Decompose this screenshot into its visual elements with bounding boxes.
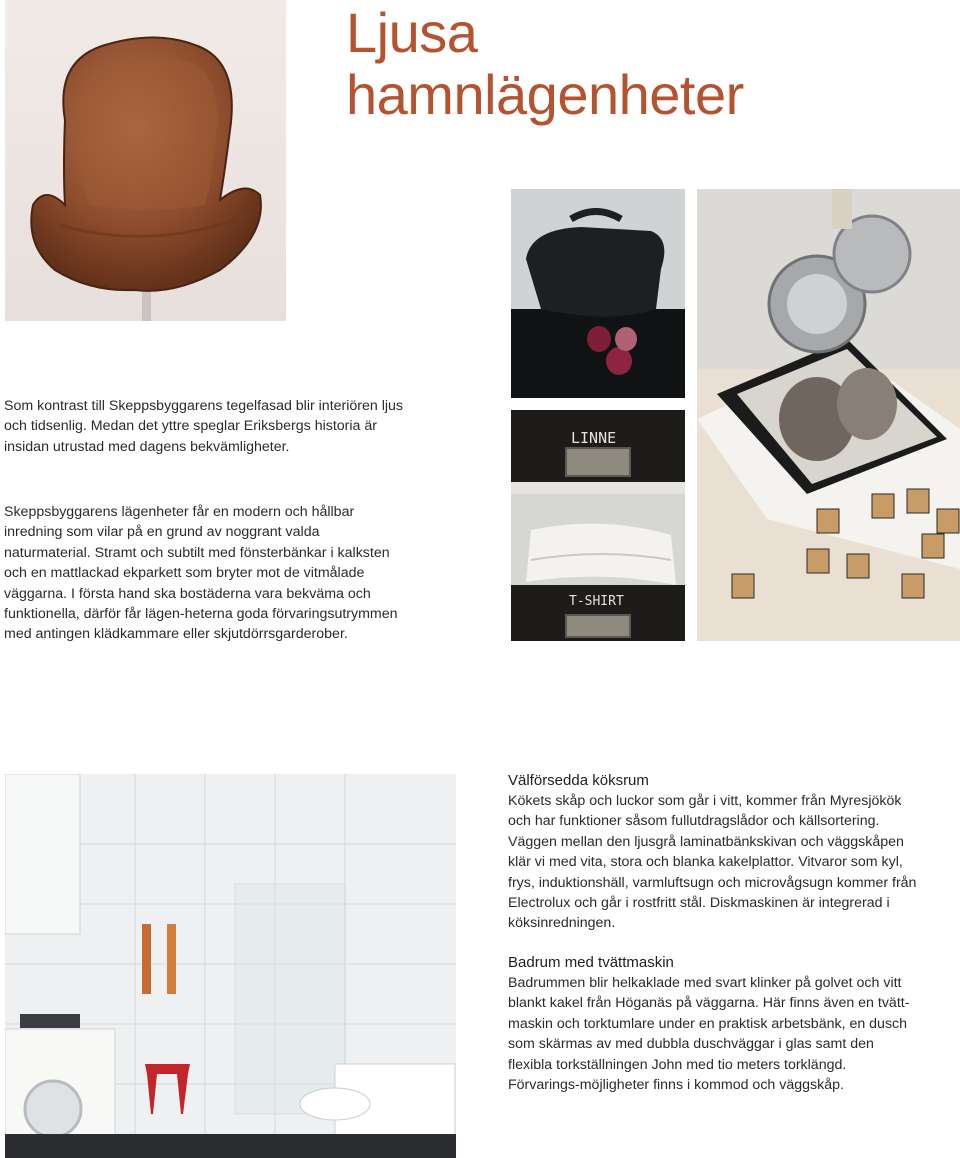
kitchen-heading: Välförsedda köksrum [508, 772, 649, 789]
cooking-pot-photo [511, 189, 685, 398]
leather-chair-photo [5, 0, 286, 321]
bathroom-heading: Badrum med tvättmaskin [508, 954, 674, 971]
box-label-linne: LINNE [571, 429, 617, 447]
lamp-magazine-photo [697, 189, 960, 641]
body-paragraph: Skeppsbyggarens lägenheter får en modern och hållbar inredning som vilar på en grund av noggrant valda naturmaterial. Stramt och subtilt med fönsterbänkar i kalksten och en mattlackad ekparkett som bryter mot de vitmålade väggarna. I första hand ska bostäderna vara bekväma och funktionella, därför får lägen-heterna goda förvaringsutrymmen med antingen klädkammare eller skjutdörrsgarderober. [4, 504, 398, 643]
kitchen-paragraph: Kökets skåp och luckor som går i vitt, kommer från Myresjökök och har funktioner såsom fullutdragslådor och källsortering. Väggen mellan den ljusgrå laminatbänkskivan och väggskåpen klär vi med vita, stora och blanka kakelplattor. Vitvaror som kyl, frys, induktionshäll, varmluftsugn och microvågsugn kommer från Electrolux och går i rostfritt stål. Diskmaskinen är integrerad i köksinredningen. [508, 793, 917, 932]
box-label-tshirt: T-SHIRT [569, 594, 624, 609]
page-title [346, 2, 946, 126]
title-line-1: Ljusa [346, 1, 478, 64]
title-line-2: hamnlägenheter [346, 63, 744, 126]
bathroom-paragraph: Badrummen blir helkaklade med svart klinker på golvet och vitt blankt kakel från Höganäs på väggarna. Här finns även en tvätt-maskin och torktumlare under en praktisk arbetsbänk, en dusch som skärmas av med dubbla duschväggar i glas samt den flexibla torkställningen John med tio meters torklängd. Förvarings-möjligheter finns i kommod och väggskåp. [508, 975, 910, 1094]
bathroom-photo [5, 774, 456, 1158]
storage-boxes-photo [511, 410, 685, 641]
intro-paragraph: Som kontrast till Skeppsbyggarens tegelfasad blir interiören ljus och tidsenlig. Medan det yttre speglar Eriksbergs historia är insidan utrustad med dagens bekvämligheter. [4, 398, 404, 455]
